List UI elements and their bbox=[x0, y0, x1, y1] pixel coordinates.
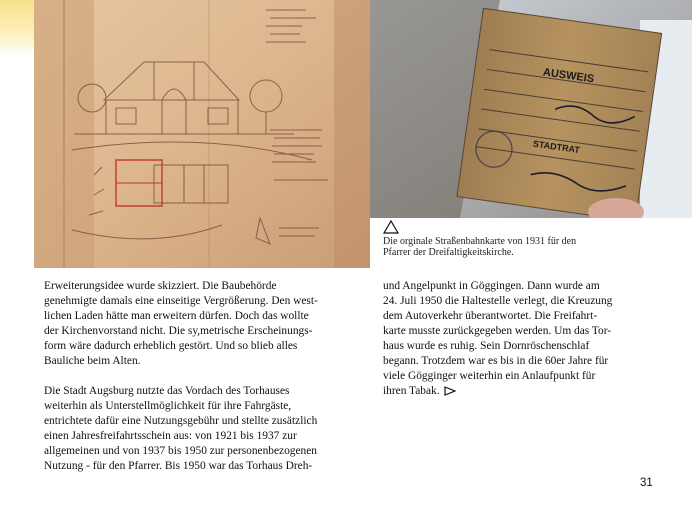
text-line: der Kirchenvorstand nicht. Die sy,metrische Erscheinungs- bbox=[44, 325, 313, 337]
page-number: 31 bbox=[640, 477, 653, 489]
text-line: einen Jahresfreifahrtsschein aus: von 1921 bis 1937 zur bbox=[44, 430, 297, 442]
sketch-photo bbox=[34, 0, 370, 268]
sketch-photo-drawing bbox=[34, 0, 370, 268]
text-line: Nutzung - für den Pfarrer. Bis 1950 war das Torhaus Dreh- bbox=[44, 460, 313, 472]
pass-stamp-word: STADTRAT bbox=[532, 138, 581, 156]
text-line: 24. Juli 1950 die Haltestelle verlegt, die Kreuzung bbox=[383, 295, 613, 307]
caption-line: Pfarrer der Dreifaltigkeitskirche. bbox=[383, 247, 514, 258]
text-line: allgemeinen und von 1937 bis 1950 zur personenbezogenen bbox=[44, 445, 317, 457]
tram-pass-photo bbox=[370, 0, 692, 218]
text-line: lichen Laden hätte man erweitern dürfen. Doch das wollte bbox=[44, 310, 309, 322]
text-line: haus wurde es ruhig. Sein Dornröschenschlaf bbox=[383, 340, 590, 352]
caption-line: Die orginale Straßenbahnkarte von 1931 für den bbox=[383, 236, 577, 247]
text-line: form wäre dadurch erheblich gestört. Und so blieb alles bbox=[44, 340, 298, 352]
photo-caption bbox=[383, 236, 613, 258]
text-line: ihren Tabak. bbox=[383, 385, 440, 397]
text-line: begann. Trotzdem war es bis in die 60er Jahre für bbox=[383, 355, 609, 367]
pass-headline: AUSWEIS bbox=[542, 66, 595, 86]
text-line: Erweiterungsidee wurde skizziert. Die Baubehörde bbox=[44, 280, 277, 292]
triangle-right-outline-icon bbox=[444, 386, 456, 396]
text-line-last bbox=[383, 384, 653, 399]
text-column-right bbox=[383, 279, 653, 399]
text-line: genehmigte damals eine einseitige Vergrößerung. Den west- bbox=[44, 295, 318, 307]
text-line: Bauliche beim Alten. bbox=[44, 355, 141, 367]
text-line: viele Gögginger weiterhin ein Anlaufpunkt für bbox=[383, 370, 596, 382]
tram-pass-photo-drawing bbox=[370, 0, 692, 218]
text-line: weiterhin als Unterstellmöglichkeit für ihre Fahrgäste, bbox=[44, 400, 292, 412]
paragraph-2 bbox=[44, 384, 362, 474]
text-column-left bbox=[44, 279, 362, 474]
text-line: entrichtete dafür eine Nutzungsgebühr und stellte zusätzlich bbox=[44, 415, 318, 427]
text-line: Die Stadt Augsburg nutzte das Vordach des Torhauses bbox=[44, 385, 290, 397]
triangle-up-outline-icon bbox=[383, 220, 399, 234]
paragraph-1 bbox=[44, 279, 362, 369]
text-line: dem Autoverkehr überantwortet. Die Freifahrt- bbox=[383, 310, 598, 322]
text-line: karte musste zurückgegeben werden. Um das Tor- bbox=[383, 325, 612, 337]
paragraph-gap bbox=[44, 369, 362, 384]
text-line: und Angelpunkt in Göggingen. Dann wurde am bbox=[383, 280, 600, 292]
